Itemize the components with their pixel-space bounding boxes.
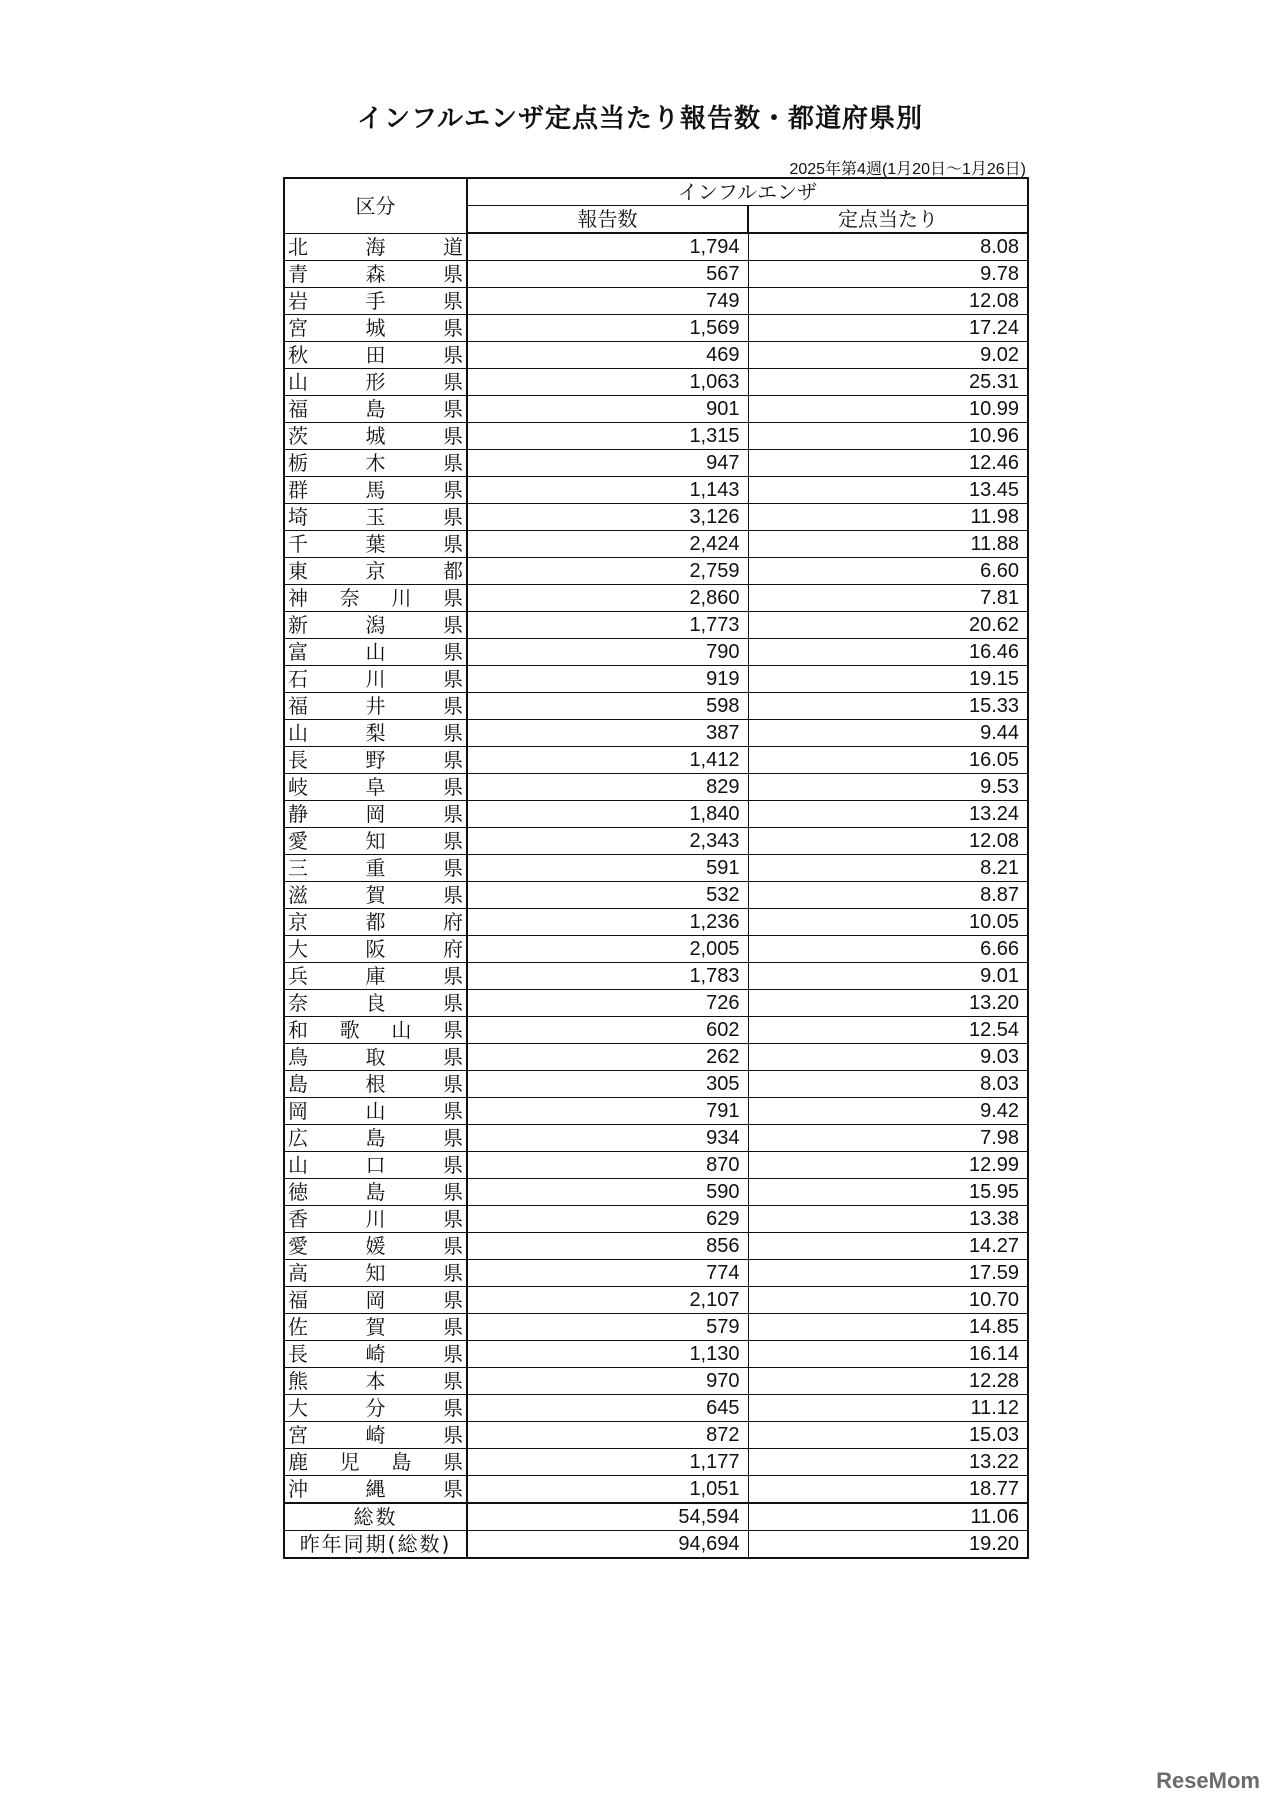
table-row (284, 747, 1028, 774)
reports-cell: 872 (467, 1422, 748, 1449)
table-row (284, 585, 1028, 612)
per-sentinel-cell: 6.60 (748, 558, 1028, 585)
reports-cell: 749 (467, 288, 748, 315)
prefecture-name: 山 梨 県 (288, 721, 463, 745)
table-row (284, 1476, 1028, 1504)
prefecture-name: 福 島 県 (288, 397, 463, 421)
prefecture-name-cell (284, 1206, 467, 1233)
prefecture-name: 富 山 県 (288, 640, 463, 664)
per-sentinel-cell: 12.99 (748, 1152, 1028, 1179)
category-header: 区分 (284, 178, 467, 233)
table-row (284, 774, 1028, 801)
prefecture-name: 千 葉 県 (288, 532, 463, 556)
prefecture-name: 徳 島 県 (288, 1180, 463, 1204)
prefecture-name-cell (284, 828, 467, 855)
prefecture-name: 青 森 県 (288, 262, 463, 286)
table-row (284, 1125, 1028, 1152)
prefecture-name: 島 根 県 (288, 1072, 463, 1096)
prefecture-name: 福 岡 県 (288, 1288, 463, 1312)
reports-cell: 3,126 (467, 504, 748, 531)
reports-cell: 970 (467, 1368, 748, 1395)
per-sentinel-cell: 7.81 (748, 585, 1028, 612)
prefecture-name: 大 分 県 (288, 1396, 463, 1420)
per-sentinel-cell: 13.45 (748, 477, 1028, 504)
table-row (284, 1071, 1028, 1098)
reports-cell: 934 (467, 1125, 748, 1152)
per-sentinel-cell: 8.87 (748, 882, 1028, 909)
table-row (284, 450, 1028, 477)
prefecture-name-cell (284, 1341, 467, 1368)
prefecture-name-cell (284, 1071, 467, 1098)
table-row (284, 288, 1028, 315)
table-row (284, 233, 1028, 261)
prefecture-name: 奈 良 県 (288, 991, 463, 1015)
per-sentinel-cell: 18.77 (748, 1476, 1028, 1504)
prefecture-name: 岩 手 県 (288, 289, 463, 313)
prefecture-name-cell (284, 1125, 467, 1152)
per-sentinel-cell: 9.53 (748, 774, 1028, 801)
prefecture-name-cell (284, 450, 467, 477)
prefecture-name: 愛 媛 県 (288, 1234, 463, 1258)
per-sentinel-cell: 14.27 (748, 1233, 1028, 1260)
prefecture-name: 山 形 県 (288, 370, 463, 394)
reports-cell: 262 (467, 1044, 748, 1071)
prefecture-name-cell (284, 369, 467, 396)
prefecture-name-cell (284, 1314, 467, 1341)
prefecture-name: 沖 縄 県 (288, 1477, 463, 1501)
prefecture-name-cell (284, 504, 467, 531)
last-year-per-sentinel: 19.20 (748, 1531, 1028, 1559)
total-reports: 54,594 (467, 1503, 748, 1531)
per-sentinel-cell: 9.78 (748, 261, 1028, 288)
per-sentinel-cell: 11.12 (748, 1395, 1028, 1422)
table-row (284, 909, 1028, 936)
prefecture-name: 長 野 県 (288, 748, 463, 772)
prefecture-name-cell (284, 423, 467, 450)
prefecture-name: 和 歌 山 県 (288, 1018, 463, 1042)
prefecture-name: 香 川 県 (288, 1207, 463, 1231)
table-row (284, 990, 1028, 1017)
per-sentinel-cell: 9.03 (748, 1044, 1028, 1071)
table-row (284, 1152, 1028, 1179)
total-row (284, 1503, 1028, 1531)
reports-cell: 645 (467, 1395, 748, 1422)
prefecture-name: 栃 木 県 (288, 451, 463, 475)
prefecture-name: 鹿 児 島 県 (288, 1450, 463, 1474)
per-sentinel-cell: 20.62 (748, 612, 1028, 639)
reports-cell: 591 (467, 855, 748, 882)
prefecture-name-cell (284, 477, 467, 504)
table-row (284, 369, 1028, 396)
per-sentinel-cell: 12.46 (748, 450, 1028, 477)
table-row (284, 504, 1028, 531)
prefecture-name: 熊 本 県 (288, 1369, 463, 1393)
reports-cell: 2,759 (467, 558, 748, 585)
prefecture-name-cell (284, 855, 467, 882)
per-sentinel-cell: 10.05 (748, 909, 1028, 936)
prefecture-name-cell (284, 1152, 467, 1179)
prefecture-name-cell (284, 963, 467, 990)
reports-cell: 901 (467, 396, 748, 423)
table-row (284, 1044, 1028, 1071)
reports-cell: 829 (467, 774, 748, 801)
prefecture-name-cell (284, 1422, 467, 1449)
prefecture-name-cell (284, 261, 467, 288)
prefecture-name: 秋 田 県 (288, 343, 463, 367)
reports-cell: 790 (467, 639, 748, 666)
table-row (284, 342, 1028, 369)
resemom-logo: ReseMom (1156, 1768, 1260, 1793)
table-row (284, 396, 1028, 423)
prefecture-name: 長 崎 県 (288, 1342, 463, 1366)
prefecture-name-cell (284, 1476, 467, 1504)
per-sentinel-cell: 12.28 (748, 1368, 1028, 1395)
prefecture-name: 滋 賀 県 (288, 883, 463, 907)
table-row (284, 1233, 1028, 1260)
prefecture-name: 群 馬 県 (288, 478, 463, 502)
prefecture-name: 新 潟 県 (288, 613, 463, 637)
per-sentinel-cell: 9.42 (748, 1098, 1028, 1125)
table-row (284, 1368, 1028, 1395)
prefecture-name-cell (284, 558, 467, 585)
table-row (284, 882, 1028, 909)
per-sentinel-cell: 13.24 (748, 801, 1028, 828)
prefecture-name: 東 京 都 (288, 559, 463, 583)
table-body (284, 233, 1028, 1558)
prefecture-name: 高 知 県 (288, 1261, 463, 1285)
per-sentinel-cell: 17.24 (748, 315, 1028, 342)
reports-cell: 1,051 (467, 1476, 748, 1504)
reports-cell: 1,063 (467, 369, 748, 396)
per-sentinel-cell: 10.70 (748, 1287, 1028, 1314)
table-row (284, 1017, 1028, 1044)
reports-cell: 1,840 (467, 801, 748, 828)
table-row (284, 1395, 1028, 1422)
reports-cell: 2,005 (467, 936, 748, 963)
prefecture-name: 広 島 県 (288, 1126, 463, 1150)
prefecture-name-cell (284, 288, 467, 315)
prefecture-name: 埼 玉 県 (288, 505, 463, 529)
reports-cell: 791 (467, 1098, 748, 1125)
prefecture-name-cell (284, 774, 467, 801)
last-year-label: 昨年同期(総数) (284, 1531, 467, 1559)
prefecture-name: 大 阪 府 (288, 937, 463, 961)
per-sentinel-cell: 9.02 (748, 342, 1028, 369)
table-row (284, 855, 1028, 882)
per-sentinel-cell: 10.99 (748, 396, 1028, 423)
per-sentinel-cell: 16.14 (748, 1341, 1028, 1368)
per-sentinel-cell: 6.66 (748, 936, 1028, 963)
prefecture-name: 三 重 県 (288, 856, 463, 880)
table-row (284, 801, 1028, 828)
per-sentinel-cell: 11.98 (748, 504, 1028, 531)
table-row (284, 1206, 1028, 1233)
per-sentinel-cell: 13.22 (748, 1449, 1028, 1476)
prefecture-name-cell (284, 639, 467, 666)
reports-cell: 1,236 (467, 909, 748, 936)
prefecture-name: 岡 山 県 (288, 1099, 463, 1123)
prefecture-name: 愛 知 県 (288, 829, 463, 853)
reports-cell: 1,794 (467, 233, 748, 261)
document-title: インフルエンザ定点当たり報告数・都道府県別 (357, 104, 923, 134)
prefecture-name-cell (284, 1179, 467, 1206)
per-sentinel-cell: 9.01 (748, 963, 1028, 990)
reports-cell: 2,107 (467, 1287, 748, 1314)
reports-cell: 532 (467, 882, 748, 909)
reports-cell: 590 (467, 1179, 748, 1206)
reports-cell: 1,130 (467, 1341, 748, 1368)
prefecture-name-cell (284, 882, 467, 909)
prefecture-name: 茨 城 県 (288, 424, 463, 448)
per-sentinel-cell: 12.08 (748, 288, 1028, 315)
per-sentinel-cell: 12.54 (748, 1017, 1028, 1044)
reports-cell: 1,315 (467, 423, 748, 450)
prefecture-name: 福 井 県 (288, 694, 463, 718)
reports-cell: 598 (467, 693, 748, 720)
table-row (284, 315, 1028, 342)
prefecture-name-cell (284, 1395, 467, 1422)
table-row (284, 1314, 1028, 1341)
prefecture-name-cell (284, 1098, 467, 1125)
prefecture-name-cell (284, 612, 467, 639)
reports-cell: 726 (467, 990, 748, 1017)
table-row (284, 1287, 1028, 1314)
per-sentinel-header: 定点当たり (748, 206, 1028, 234)
prefecture-name-cell (284, 233, 467, 261)
prefecture-name-cell (284, 315, 467, 342)
prefecture-name: 兵 庫 県 (288, 964, 463, 988)
prefecture-name-cell (284, 1260, 467, 1287)
per-sentinel-cell: 15.95 (748, 1179, 1028, 1206)
prefecture-name: 山 口 県 (288, 1153, 463, 1177)
per-sentinel-cell: 15.03 (748, 1422, 1028, 1449)
reports-cell: 856 (467, 1233, 748, 1260)
per-sentinel-cell: 13.38 (748, 1206, 1028, 1233)
prefecture-name-cell (284, 1233, 467, 1260)
prefecture-name-cell (284, 1044, 467, 1071)
influenza-group-header: インフルエンザ (467, 178, 1028, 206)
prefecture-name: 京 都 府 (288, 910, 463, 934)
table-row (284, 936, 1028, 963)
reports-cell: 2,860 (467, 585, 748, 612)
table-row (284, 1179, 1028, 1206)
total-label: 総数 (284, 1503, 467, 1531)
last-year-reports: 94,694 (467, 1531, 748, 1559)
table-row (284, 963, 1028, 990)
per-sentinel-cell: 7.98 (748, 1125, 1028, 1152)
per-sentinel-cell: 16.05 (748, 747, 1028, 774)
per-sentinel-cell: 16.46 (748, 639, 1028, 666)
reports-cell: 1,177 (467, 1449, 748, 1476)
reports-cell: 947 (467, 450, 748, 477)
per-sentinel-cell: 13.20 (748, 990, 1028, 1017)
prefecture-name: 岐 阜 県 (288, 775, 463, 799)
table-row (284, 1422, 1028, 1449)
prefecture-name-cell (284, 531, 467, 558)
reports-cell: 870 (467, 1152, 748, 1179)
reports-cell: 1,773 (467, 612, 748, 639)
prefecture-name: 宮 城 県 (288, 316, 463, 340)
table-row (284, 1449, 1028, 1476)
reports-cell: 1,569 (467, 315, 748, 342)
prefecture-name-cell (284, 342, 467, 369)
per-sentinel-cell: 19.15 (748, 666, 1028, 693)
table-row (284, 261, 1028, 288)
table-row (284, 1098, 1028, 1125)
table-row (284, 531, 1028, 558)
reports-cell: 1,783 (467, 963, 748, 990)
per-sentinel-cell: 8.21 (748, 855, 1028, 882)
reports-cell: 469 (467, 342, 748, 369)
prefecture-name: 石 川 県 (288, 667, 463, 691)
prefecture-name-cell (284, 1017, 467, 1044)
reports-cell: 919 (467, 666, 748, 693)
last-year-row (284, 1531, 1028, 1559)
prefecture-name-cell (284, 720, 467, 747)
reports-cell: 579 (467, 1314, 748, 1341)
per-sentinel-cell: 12.08 (748, 828, 1028, 855)
table-row (284, 693, 1028, 720)
prefecture-name-cell (284, 396, 467, 423)
prefecture-name-cell (284, 1449, 467, 1476)
per-sentinel-cell: 8.08 (748, 233, 1028, 261)
prefecture-name-cell (284, 693, 467, 720)
reports-cell: 387 (467, 720, 748, 747)
table-row (284, 666, 1028, 693)
prefecture-name: 宮 崎 県 (288, 1423, 463, 1447)
table-row (284, 720, 1028, 747)
table-row (284, 558, 1028, 585)
prefecture-name: 神 奈 川 県 (288, 586, 463, 610)
reports-cell: 567 (467, 261, 748, 288)
reports-cell: 774 (467, 1260, 748, 1287)
reports-cell: 629 (467, 1206, 748, 1233)
per-sentinel-cell: 14.85 (748, 1314, 1028, 1341)
table-row (284, 612, 1028, 639)
prefecture-name: 北 海 道 (288, 234, 463, 259)
table-row (284, 639, 1028, 666)
per-sentinel-cell: 25.31 (748, 369, 1028, 396)
per-sentinel-cell: 10.96 (748, 423, 1028, 450)
table-row (284, 423, 1028, 450)
per-sentinel-cell: 8.03 (748, 1071, 1028, 1098)
prefecture-name-cell (284, 801, 467, 828)
per-sentinel-cell: 15.33 (748, 693, 1028, 720)
table-row (284, 477, 1028, 504)
reports-cell: 602 (467, 1017, 748, 1044)
prefecture-name-cell (284, 936, 467, 963)
reports-cell: 2,424 (467, 531, 748, 558)
per-sentinel-cell: 17.59 (748, 1260, 1028, 1287)
table-row (284, 828, 1028, 855)
prefecture-name-cell (284, 585, 467, 612)
prefecture-name: 静 岡 県 (288, 802, 463, 826)
prefecture-name-cell (284, 747, 467, 774)
per-sentinel-cell: 11.88 (748, 531, 1028, 558)
prefecture-name-cell (284, 909, 467, 936)
reports-header: 報告数 (467, 206, 748, 234)
prefecture-name-cell (284, 990, 467, 1017)
prefecture-name: 鳥 取 県 (288, 1045, 463, 1069)
reports-cell: 1,412 (467, 747, 748, 774)
prefecture-name: 佐 賀 県 (288, 1315, 463, 1339)
prefecture-name-cell (284, 1287, 467, 1314)
per-sentinel-cell: 9.44 (748, 720, 1028, 747)
prefecture-name-cell (284, 1368, 467, 1395)
reports-cell: 1,143 (467, 477, 748, 504)
table-row (284, 1341, 1028, 1368)
total-per-sentinel: 11.06 (748, 1503, 1028, 1531)
reports-cell: 2,343 (467, 828, 748, 855)
period-note: 2025年第4週(1月20日～1月26日) (789, 161, 1026, 178)
reports-cell: 305 (467, 1071, 748, 1098)
table-row (284, 1260, 1028, 1287)
influenza-prefecture-table (283, 177, 1029, 1559)
prefecture-name-cell (284, 666, 467, 693)
